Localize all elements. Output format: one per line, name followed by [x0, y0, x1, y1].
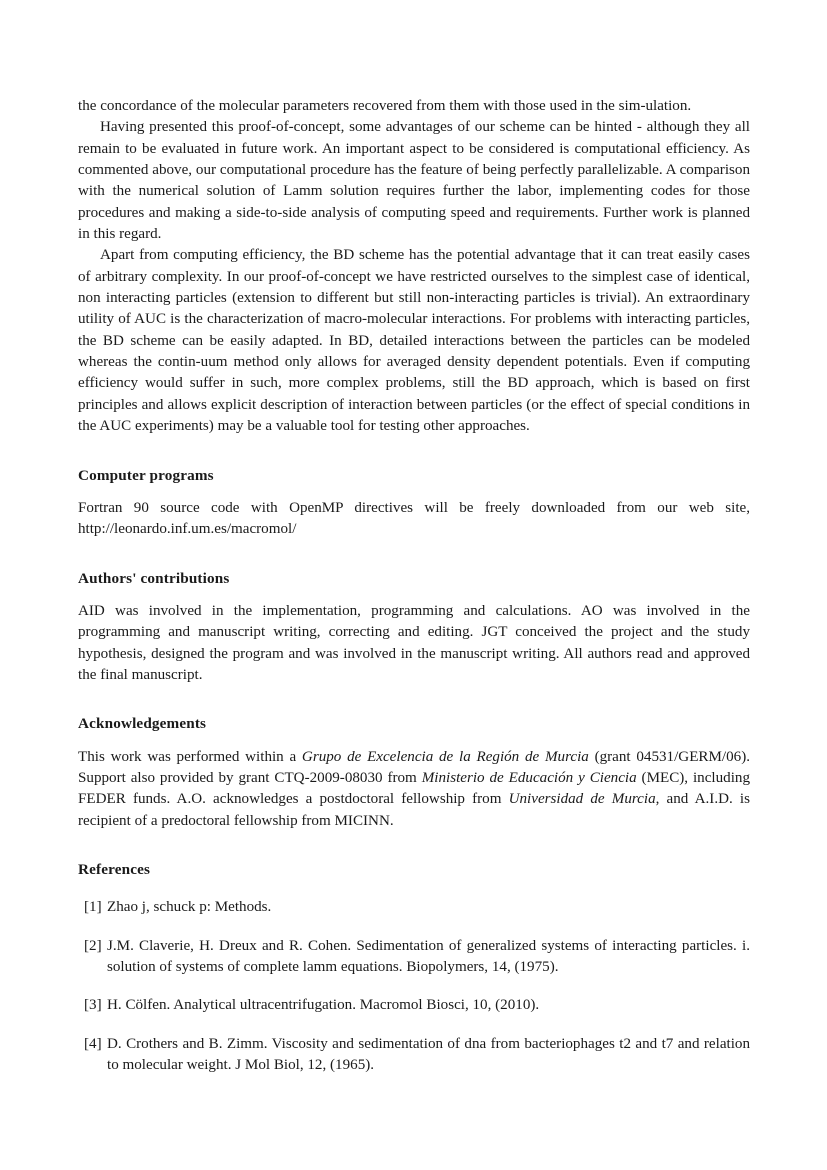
section-spacer	[78, 686, 750, 713]
paragraph-acknowledgements	[78, 747, 750, 832]
heading-references: References	[78, 860, 151, 878]
reference-item	[78, 1034, 750, 1077]
reference-item	[78, 897, 750, 918]
reference-text: Zhao j, schuck p: Methods.	[107, 899, 272, 916]
text-column	[78, 96, 750, 1076]
reference-list	[78, 897, 750, 1076]
reference-marker: [3]	[84, 997, 102, 1014]
reference-item	[78, 936, 750, 979]
ack-italic-grupo-excelencia: Grupo de Excelencia de la Región de Murcia	[301, 748, 589, 765]
ack-text-part-3: (MEC), including FEDER funds. A.O. acknowledges a postdoctoral fellowship from	[78, 769, 750, 808]
heading-spacer	[78, 880, 750, 897]
reference-text: D. Crothers and B. Zimm. Viscosity and sedimentation of dna from bacteriophages t2 and t7 and relation to molecular weight. J Mol Biol, 12, (1965).	[107, 1035, 750, 1074]
heading-spacer	[78, 735, 750, 747]
reference-text: J.M. Claverie, H. Dreux and R. Cohen. Sedimentation of generalized systems of interacting particles. i. solution of systems of complete lamm equations. Biopolymers, 14, (1975).	[107, 937, 750, 975]
heading-spacer	[78, 486, 750, 498]
reference-marker: [4]	[84, 1035, 102, 1052]
paragraph-concordance: the concordance of the molecular parameters recovered from them with those used in the sim-ulation.	[78, 98, 692, 114]
ack-text-part-2: (grant 04531/GERM/06). Support also provided by grant CTQ-2009-08030 from	[78, 748, 750, 786]
paragraph-apart-from: Apart from computing efficiency, the BD scheme has the potential advantage that it can treat easily cases of arbitrary complexity. In our proof-of-concept we have restricted ourselves to the simplest case of identical, non interacting particles (extension to different but still non-interacting particles is trivial). An extraordinary utility of AUC is the characterization of macro-molecular interactions. For problems with interacting particles, the BD scheme can be easily adapted. In BD, detailed interactions between the particles can be modeled whereas the contin-uum method only allows for averaged density dependent potentials. Even if computing efficiency would suffer in such, more complex problems, still the BD approach, which is based on first principles and allows explicit description of interaction between particles (or the effect of special conditions in the AUC experiments) may be a valuable tool for testing other approaches.	[78, 247, 750, 435]
heading-acknowledgements: Acknowledgements	[78, 715, 207, 733]
section-spacer	[78, 832, 750, 859]
paragraph-authors-contributions: AID was involved in the implementation, programming and calculations. AO was involved in the programming and manuscript writing, correcting and editing. JGT conceived the project and the study hypothesis, designed the program and was involved in the manuscript writing. All authors read and approved the final manuscript.	[78, 602, 750, 683]
reference-marker: [1]	[84, 899, 102, 916]
ack-italic-ministerio: Ministerio de Educación y Ciencia	[421, 769, 637, 786]
ack-italic-universidad-murcia: Universidad de Murcia	[508, 791, 656, 808]
heading-authors-contributions: Authors' contributions	[78, 569, 230, 587]
heading-computer-programs: Computer programs	[78, 466, 214, 484]
reference-marker: [2]	[84, 937, 102, 954]
ack-text-part-1: This work was performed within a	[78, 748, 302, 765]
section-spacer	[78, 541, 750, 568]
heading-spacer	[78, 589, 750, 601]
paragraph-having-presented: Having presented this proof-of-concept, some advantages of our scheme can be hinted - although they all remain to be evaluated in future work. An important aspect to be considered is computational efficiency. As commented above, our computational procedure has the feature of being perfectly parallelizable. A comparison with the numerical solution of Lamm solution requires further the labor, implementing codes for those procedures and making a side-to-side analysis of computing speed and requirements. Further work is planned in this regard.	[78, 119, 750, 243]
paragraph-computer-programs: Fortran 90 source code with OpenMP directives will be freely downloaded from our web site, http://leonardo.inf.um.es/macromol/	[78, 499, 750, 538]
reference-item	[78, 995, 750, 1016]
reference-text: H. Cölfen. Analytical ultracentrifugation. Macromol Biosci, 10, (2010).	[107, 997, 540, 1014]
ack-text-part-4: , and A.I.D. is recipient of a predoctoral fellowship from MICINN.	[78, 791, 750, 829]
section-spacer	[78, 438, 750, 465]
